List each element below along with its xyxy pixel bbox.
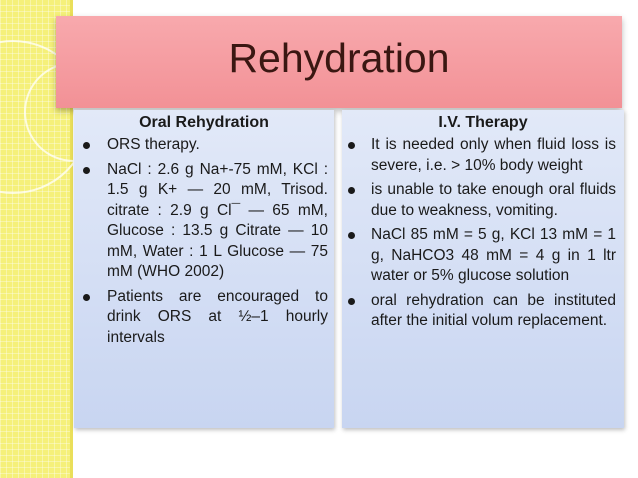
list-item [342,225,624,287]
bullet-dot-icon [348,187,355,194]
iv-bullet-list [342,135,624,332]
bullet-text: It is needed only when fluid loss is severe, i.e. > 10% body weight [371,136,616,174]
bullet-dot-icon [348,232,355,239]
slide-title: Rehydration [228,35,450,81]
bullet-dot-icon [83,142,90,149]
list-item [342,180,624,221]
oral-rehydration-heading: Oral Rehydration [139,114,269,131]
bullet-text: is unable to take enough oral fluids due to weakness, vomiting. [371,181,616,219]
bullet-text: NaCl 85 mM = 5 g, KCl 13 mM = 1 g, NaHCO3 48 mM = 4 g in 1 ltr water or 5% glucose solution [371,226,616,284]
oral-bullet-list [74,135,334,348]
list-item [74,160,334,283]
bullet-text: NaCl : 2.6 g Na+-75 mM, KCl : 1.5 g K+ — 20 mM, Trisod. citrate : 2.9 g Cl¯ — 65 mM, Glucose : 13.5 g Citrate — 10 mM, Water : 1 L Glucose — 75 mM (WHO 2002) [107,160,328,280]
iv-therapy-panel [342,110,624,428]
bullet-text: ORS therapy. [107,136,200,153]
bullet-dot-icon [348,142,355,149]
bullet-text: Patients are encouraged to drink ORS at ½–1 hourly intervals [107,287,328,346]
bullet-dot-icon [83,294,90,301]
oral-rehydration-panel [74,110,334,428]
list-item [342,291,624,332]
title-band [56,16,622,108]
list-item [74,287,334,349]
iv-therapy-heading: I.V. Therapy [438,114,528,131]
list-item [74,135,334,156]
bullet-text: oral rehydration can be instituted after the initial volum replacement. [371,291,616,329]
list-item [342,135,624,176]
bullet-dot-icon [348,298,355,305]
bullet-dot-icon [83,167,90,174]
